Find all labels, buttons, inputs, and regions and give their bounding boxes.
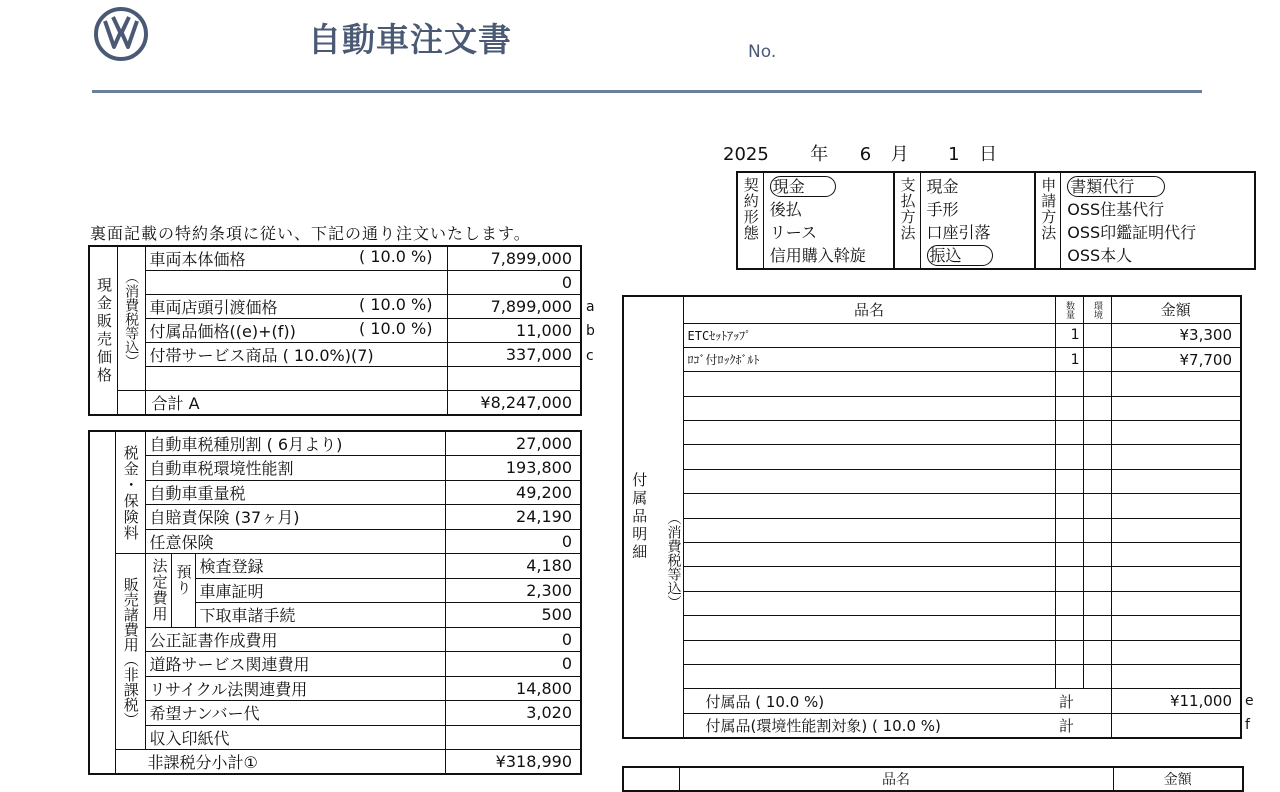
fee-row <box>89 505 581 530</box>
col-amount-header: 金額 <box>1111 296 1241 323</box>
tax-rate: ( 10.0 %) <box>359 295 433 314</box>
next-col-amount: 金額 <box>1113 767 1243 791</box>
fee-value <box>445 725 581 750</box>
fee-label: 自動車税種別割 ( 6月より) <box>145 431 445 456</box>
cash-price-row <box>89 271 581 295</box>
row-mark: b <box>586 323 595 340</box>
cash-price-row <box>89 391 581 416</box>
fees-table <box>88 430 582 775</box>
tax-included-label: （消費税等込） <box>117 246 145 391</box>
row-mark: c <box>586 347 594 364</box>
fee-value: 0 <box>445 652 581 677</box>
accessories-total-row <box>623 689 1241 713</box>
row-mark: a <box>586 298 595 315</box>
cash-price-row <box>89 319 581 343</box>
legal-fees-label: 法定費用 <box>145 554 171 628</box>
fee-row <box>89 554 581 579</box>
fee-label: 任意保険 <box>145 529 445 554</box>
accessory-amount: ¥7,700 <box>1111 347 1241 371</box>
fee-row <box>89 480 581 505</box>
cash-price-value: ¥8,247,000 <box>447 391 581 416</box>
accessory-row <box>623 543 1241 567</box>
subtotal-value: ¥318,990 <box>445 750 581 775</box>
cash-price-label: 付帯サービス商品 ( 10.0%)(7) <box>145 343 447 367</box>
accessory-qty: 1 <box>1055 347 1083 371</box>
application-method-option: OSS本人 <box>1067 246 1133 265</box>
contract-form-options <box>764 173 895 268</box>
cash-price-label <box>145 271 447 295</box>
cash-price-row <box>89 246 581 271</box>
fee-value: 500 <box>445 603 581 628</box>
accessory-row <box>623 445 1241 469</box>
application-method-options <box>1061 173 1239 268</box>
sales-fees-group-label: 販売諸費用（非課税） <box>115 554 145 750</box>
fee-row <box>89 701 581 726</box>
cash-price-value: 11,000 <box>447 319 581 343</box>
cash-price-row <box>89 343 581 367</box>
cash-price-table <box>88 245 582 416</box>
col-qty-header: 数量 <box>1055 296 1083 323</box>
intro-statement: 裏面記載の特約条項に従い、下記の通り注文いたします。 <box>90 224 531 243</box>
accessory-row <box>623 421 1241 445</box>
cash-price-side-label: 現金販売価格 <box>89 246 117 415</box>
accessory-row <box>623 372 1241 396</box>
fee-subtotal-row <box>89 750 581 775</box>
application-method-option-selected: 書類代行 <box>1067 175 1233 198</box>
cash-price-label <box>145 367 447 391</box>
accessory-name: ETCｾｯﾄｱｯﾌﾟ <box>683 323 1055 347</box>
accessory-row <box>623 518 1241 542</box>
application-method-option: OSS印鑑証明代行 <box>1067 223 1197 242</box>
header-divider <box>92 90 1202 93</box>
next-items-table <box>622 766 1244 792</box>
brand-logo-icon <box>93 6 149 62</box>
accessory-amount: ¥3,300 <box>1111 323 1241 347</box>
fee-row <box>89 627 581 652</box>
payment-method-option: 手形 <box>926 200 959 219</box>
accessory-row <box>623 591 1241 615</box>
accessory-name: ﾛｺﾞ付ﾛｯｸﾎﾞﾙﾄ <box>683 347 1055 371</box>
accessories-total-kei: 計 <box>1055 689 1111 713</box>
fee-row <box>89 431 581 456</box>
contract-form-option: 信用購入斡旋 <box>769 246 866 265</box>
next-col-name: 品名 <box>679 767 1113 791</box>
accessory-row <box>623 567 1241 591</box>
order-date <box>723 140 997 166</box>
date-year-unit: 年 <box>810 144 829 165</box>
payment-method-option: 現金 <box>926 177 959 196</box>
tax-group-label: 税金・保険料 <box>115 431 145 554</box>
date-month-unit: 月 <box>890 144 909 165</box>
accessories-tax-included-label: （消費税等込） <box>653 296 683 738</box>
fee-value: 4,180 <box>445 554 581 579</box>
fee-value: 49,200 <box>445 480 581 505</box>
fee-value: 193,800 <box>445 456 581 481</box>
fee-row <box>89 725 581 750</box>
contract-form-label: 契約形態 <box>738 173 764 268</box>
fee-value: 27,000 <box>445 431 581 456</box>
accessory-row <box>623 640 1241 664</box>
deposit-label: 預り <box>171 554 195 628</box>
col-env-header: 環境 <box>1083 296 1111 323</box>
fee-label: 車庫証明 <box>195 578 445 603</box>
accessories-header-row <box>623 296 1241 323</box>
accessories-table <box>622 295 1242 739</box>
fee-row <box>89 529 581 554</box>
payment-method-option: 口座引落 <box>926 223 991 242</box>
date-year: 2025 <box>723 144 769 165</box>
payment-method-option-selected: 振込 <box>927 244 1028 267</box>
tax-rate: ( 10.0 %) <box>359 247 433 266</box>
subtotal-label: 非課税分小計① <box>115 750 445 775</box>
fee-label: 自動車重量税 <box>145 480 445 505</box>
fee-row <box>89 676 581 701</box>
accessories-total-value: ¥11,000 <box>1111 689 1241 713</box>
fee-label: 下取車諸手続 <box>195 603 445 628</box>
fee-value: 3,020 <box>445 701 581 726</box>
cash-price-value: 337,000 <box>447 343 581 367</box>
fee-label: 道路サービス関連費用 <box>145 652 445 677</box>
cash-price-value: 7,899,000 <box>447 295 581 319</box>
accessories-side-label: 付属品明細 <box>623 296 653 738</box>
accessories-total-label: 付属品 ( 10.0 %) <box>683 689 1055 713</box>
fee-label: 公正証書作成費用 <box>145 627 445 652</box>
accessories-env-label: 付属品(環境性能割対象) ( 10.0 %) <box>683 713 1055 737</box>
fee-label: 希望ナンバー代 <box>145 701 445 726</box>
accessories-env-total-row <box>623 713 1241 737</box>
cash-price-value: 0 <box>447 271 581 295</box>
tax-rate: ( 10.0 %) <box>359 319 433 338</box>
application-method-option: OSS住基代行 <box>1067 200 1165 219</box>
accessories-env-kei: 計 <box>1055 713 1111 737</box>
accessory-row <box>623 616 1241 640</box>
cash-price-label: 車両店頭引渡価格 ( 10.0 %) <box>145 295 447 319</box>
document-title: 自動車注文書 <box>308 20 512 59</box>
payment-method-label: 支払方法 <box>895 173 921 268</box>
accessory-row <box>623 494 1241 518</box>
accessory-row <box>623 664 1241 688</box>
payment-method-options <box>921 173 1036 268</box>
cash-price-row <box>89 367 581 391</box>
date-day: 1 <box>948 144 960 165</box>
cash-price-value: 7,899,000 <box>447 246 581 271</box>
accessory-row <box>623 396 1241 420</box>
contract-form-option: 後払 <box>769 200 802 219</box>
contract-form-option: リース <box>769 223 817 242</box>
cash-price-row <box>89 295 581 319</box>
accessory-row <box>623 323 1241 347</box>
total-mark-f: f <box>1245 717 1250 733</box>
total-mark-e: e <box>1245 693 1254 709</box>
fee-label: 収入印紙代 <box>145 725 445 750</box>
contract-options-box <box>736 171 1256 270</box>
col-name-header: 品名 <box>683 296 1055 323</box>
fee-label: 自賠責保険 (37ヶ月) <box>145 505 445 530</box>
fee-value: 2,300 <box>445 578 581 603</box>
accessory-row <box>623 347 1241 371</box>
date-month: 6 <box>859 144 872 165</box>
date-day-unit: 日 <box>979 144 998 165</box>
accessory-row <box>623 469 1241 493</box>
order-number-label: No. <box>748 42 777 62</box>
cash-price-label: 車両本体価格 ( 10.0 %) <box>145 246 447 271</box>
fee-value: 24,190 <box>445 505 581 530</box>
fee-value: 0 <box>445 529 581 554</box>
accessories-env-value <box>1111 713 1241 737</box>
fee-value: 0 <box>445 627 581 652</box>
contract-form-option-selected: 現金 <box>770 175 887 198</box>
cash-price-total-label: 合計 A <box>145 391 447 416</box>
fee-label: リサイクル法関連費用 <box>145 676 445 701</box>
fee-row <box>89 456 581 481</box>
fee-label: 検査登録 <box>195 554 445 579</box>
cash-price-value <box>447 367 581 391</box>
application-method-label: 申請方法 <box>1036 173 1062 268</box>
fee-label: 自動車税環境性能割 <box>145 456 445 481</box>
cash-price-label: 付属品価格((e)+(f)) ( 10.0 %) <box>145 319 447 343</box>
accessory-qty: 1 <box>1055 323 1083 347</box>
fee-row <box>89 652 581 677</box>
fee-value: 14,800 <box>445 676 581 701</box>
